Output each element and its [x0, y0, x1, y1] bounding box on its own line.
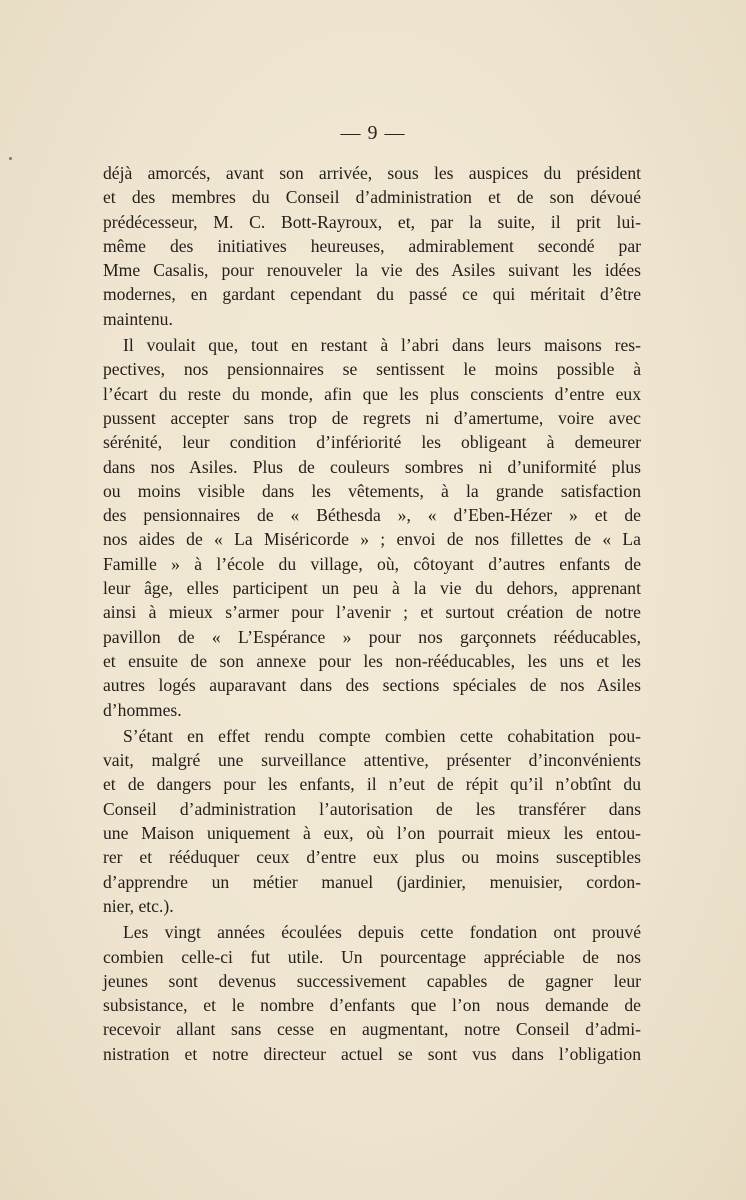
text-line: pussent accepter sans trop de regrets ni d’amertume, voire avec — [103, 407, 641, 428]
text-line: nistration et notre directeur actuel se sont vus dans l’obligation — [103, 1043, 641, 1064]
text-line: une Maison uniquement à eux, où l’on pourrait mieux les entou- — [103, 823, 641, 844]
text-line: S’étant en effet rendu compte combien cette cohabitation pou- — [123, 725, 641, 746]
text-line: Conseil d’administration l’autorisation de les transférer dans — [103, 798, 641, 819]
text-line: combien celle-ci fut utile. Un pourcentage appréciable de nos — [103, 946, 641, 967]
text-line: Il voulait que, tout en restant à l’abri dans leurs maisons res- — [123, 335, 641, 356]
text-line: déjà amorcés, avant son arrivée, sous les auspices du président — [103, 163, 641, 183]
text-line: sérénité, leur condition d’infériorité les obligeant à demeurer — [103, 432, 641, 453]
text-line: d’apprendre un métier manuel (jardinier, menuisier, cordon- — [103, 871, 641, 892]
text-line: Famille » à l’école du village, où, côtoyant d’autres enfants de — [103, 553, 641, 574]
text-line: nier, etc.). — [103, 895, 174, 916]
paragraph — [103, 724, 641, 918]
text-line: pectives, nos pensionnaires se sentissent le moins possible à — [103, 359, 641, 380]
text-line: autres logés auparavant dans des sections spéciales de nos Asiles — [103, 675, 641, 696]
text-line: Mme Casalis, pour renouveler la vie des Asiles suivant les idées — [103, 260, 641, 281]
paragraph — [103, 161, 641, 331]
paragraph — [103, 333, 641, 722]
text-line: pavillon de « L’Espérance » pour nos garçonnets rééducables, — [103, 626, 641, 647]
text-line: subsistance, et le nombre d’enfants que l’on nous demande de — [103, 995, 641, 1016]
text-line: et de dangers pour les enfants, il n’eut de répit qu’il n’obtînt du — [103, 774, 641, 795]
page-number: — 9 — — [340, 122, 406, 144]
text-line: des pensionnaires de « Béthesda », « d’Eben-Hézer » et de — [103, 505, 641, 526]
paper-speck — [9, 157, 12, 160]
text-line: dans nos Asiles. Plus de couleurs sombres ni d’uniformité plus — [103, 456, 641, 477]
text-line: l’écart du reste du monde, afin que les plus conscients d’entre eux — [103, 383, 641, 404]
text-line: modernes, en gardant cependant du passé ce qui méritait d’être — [103, 284, 641, 305]
text-line: et des membres du Conseil d’administration et de son dévoué — [103, 187, 641, 208]
text-line: même des initiatives heureuses, admirablement secondé par — [103, 235, 641, 256]
text-line: jeunes sont devenus successivement capables de gagner leur — [103, 970, 641, 991]
text-line: prédécesseur, M. C. Bott-Rayroux, et, par la suite, il prit lui- — [103, 211, 641, 232]
text-line: Les vingt années écoulées depuis cette fondation ont prouvé — [123, 922, 641, 943]
text-line: nos aides de « La Miséricorde » ; envoi de nos fillettes de « La — [103, 529, 641, 550]
text-line: recevoir allant sans cesse en augmentant, notre Conseil d’admi- — [103, 1019, 641, 1040]
paragraph — [103, 920, 641, 1066]
text-line: vait, malgré une surveillance attentive, présenter d’inconvénients — [103, 750, 641, 771]
body-text — [103, 161, 641, 1066]
text-line: ainsi à mieux s’armer pour l’avenir ; et surtout création de notre — [103, 602, 641, 623]
text-line: maintenu. — [103, 308, 173, 329]
text-line: rer et rééduquer ceux d’entre eux plus ou moins susceptibles — [103, 847, 641, 868]
text-line: et ensuite de son annexe pour les non-rééducables, les uns et les — [103, 650, 641, 671]
text-line: leur âge, elles participent un peu à la vie du dehors, apprenant — [103, 578, 641, 599]
text-line: d’hommes. — [103, 699, 182, 720]
text-line: ou moins visible dans les vêtements, à la grande satisfaction — [103, 480, 641, 501]
